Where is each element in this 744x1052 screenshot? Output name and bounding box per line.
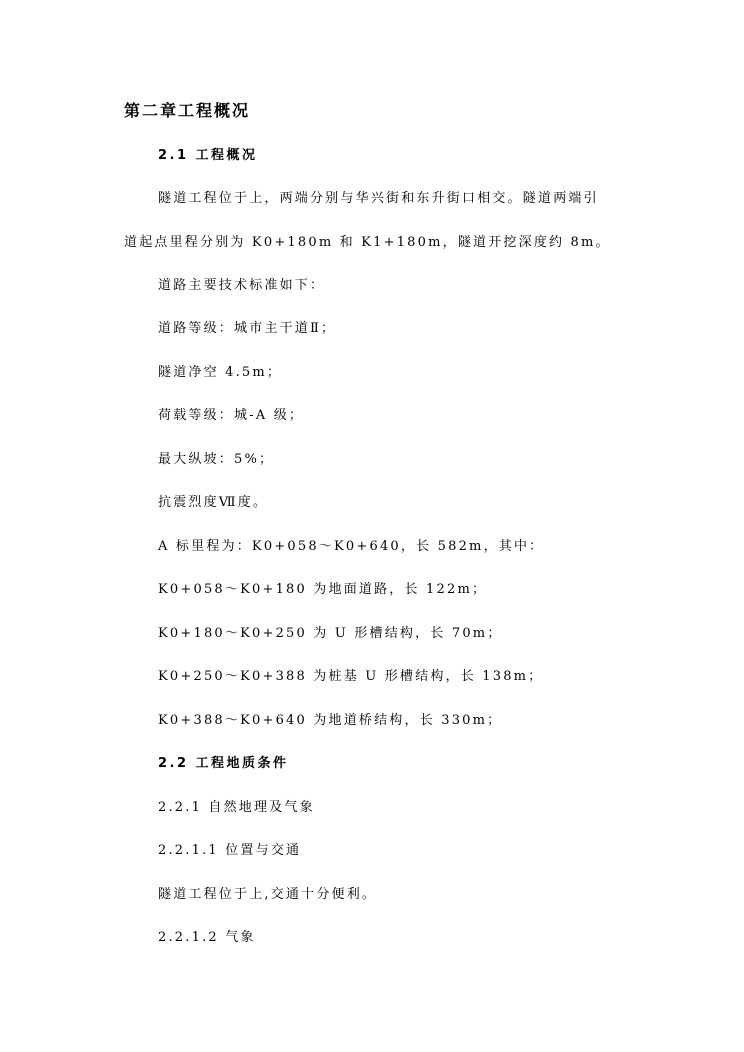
segment-item: K0+250～K0+388 为桩基 U 形槽结构，长 138m； <box>158 669 544 684</box>
standard-road-grade: 道路等级：城市主干道Ⅱ； <box>158 321 337 336</box>
section-2-1-heading: 2.1 工程概况 <box>158 148 258 163</box>
subsection-2-2-1-2: 2.2.1.2 气象 <box>158 930 256 945</box>
segment-item: K0+388～K0+640 为地道桥结构，长 330m； <box>158 713 503 728</box>
subsection-2-2-1-1: 2.2.1.1 位置与交通 <box>158 843 302 858</box>
intro-paragraph-line-2: 道起点里程分别为 K0+180m 和 K1+180m，隧道开挖深度约 8m。 <box>124 235 611 250</box>
subsection-2-2-1: 2.2.1 自然地理及气象 <box>158 800 315 815</box>
section-2-2-heading: 2.2 工程地质条件 <box>158 756 289 771</box>
segment-item: K0+180～K0+250 为 U 形槽结构，长 70m； <box>158 626 503 641</box>
standards-intro: 道路主要技术标准如下： <box>158 278 326 293</box>
standard-seismic: 抗震烈度Ⅶ度。 <box>158 495 269 510</box>
chapter-title: 第二章工程概况 <box>124 101 251 120</box>
standard-load-grade: 荷载等级：城-A 级； <box>158 408 305 423</box>
standard-max-slope: 最大纵坡：5%； <box>158 452 275 467</box>
intro-paragraph-line-1: 隧道工程位于上，两端分别与华兴街和东升街口相交。隧道两端引 <box>158 191 599 206</box>
location-text: 隧道工程位于上,交通十分便利。 <box>158 887 378 902</box>
segment-item: K0+058～K0+180 为地面道路，长 122m； <box>158 582 488 597</box>
standard-clearance: 隧道净空 4.5m； <box>158 365 283 380</box>
segment-intro: A 标里程为：K0+058～K0+640，长 582m，其中： <box>158 539 545 554</box>
